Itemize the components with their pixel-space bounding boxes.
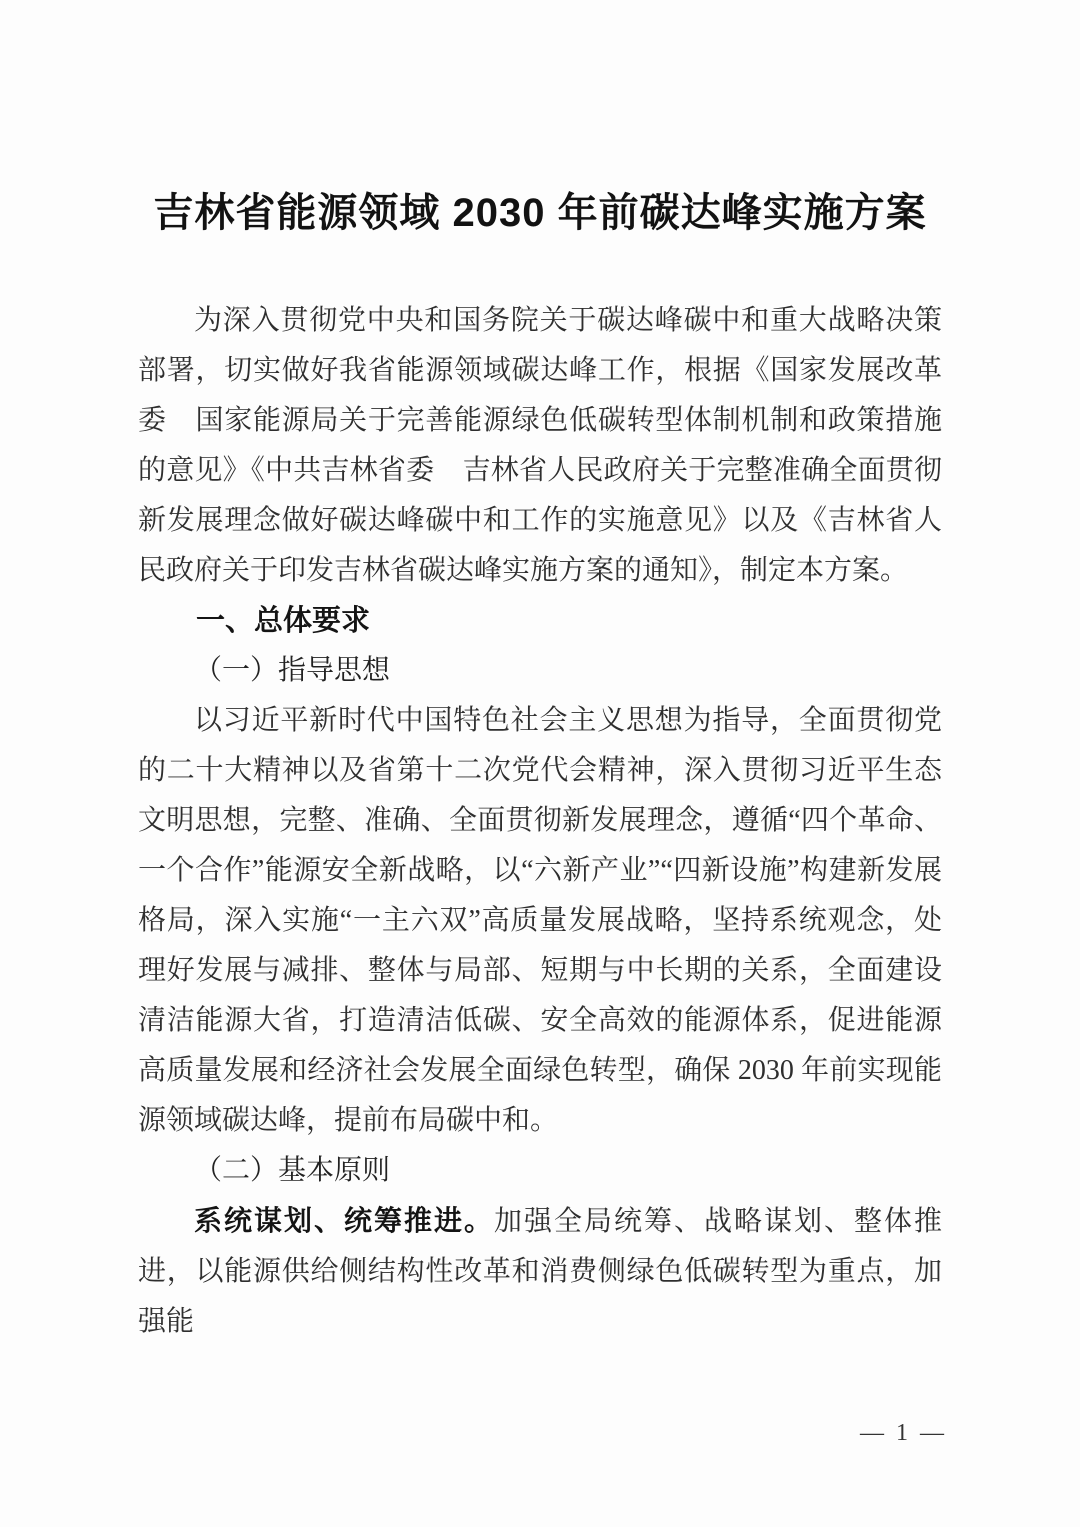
page-number: — 1 — xyxy=(860,1420,947,1446)
document-title: 吉林省能源领域 2030 年前碳达峰实施方案 xyxy=(153,191,927,235)
principle-rest-text: 加强全局统筹、战略谋划、整体推进，以能源供给侧结构性改革和消费侧绿色低碳转型为重点，加强能 xyxy=(138,1206,942,1337)
guiding-ideology-paragraph: 以习近平新时代中国特色社会主义思想为指导，全面贯彻党的二十大精神以及省第十二次党代会精神，深入贯彻习近平生态文明思想，完整、准确、全面贯彻新发展理念，遵循“四个革命、一个合作”能源安全新战略，以“六新产业”“四新设施”构建新发展格局，深入实施“一主六双”高质量发展战略，坚持系统观念，处理好发展与减排、整体与局部、短期与中长期的关系，全面建设清洁能源大省，打造清洁低碳、安全高效的能源体系，促进能源高质量发展和经济社会发展全面绿色转型，确保 2030 年前实现能源领域碳达峰，提前布局碳中和。 xyxy=(138,705,942,1136)
document-body xyxy=(138,296,942,1347)
subsection-heading-basic-principles: （二）基本原则 xyxy=(194,1155,391,1186)
section-heading-overall-requirements: 一、总体要求 xyxy=(196,605,371,637)
principle-lead-text: 系统谋划、统筹推进。 xyxy=(194,1205,494,1236)
subsection-heading-guiding-ideology: （一）指导思想 xyxy=(194,655,391,686)
principle-paragraph xyxy=(138,1196,942,1347)
intro-paragraph: 为深入贯彻党中央和国务院关于碳达峰碳中和重大战略决策部署，切实做好我省能源领域碳达峰工作，根据《国家发展改革委 国家能源局关于完善能源绿色低碳转型体制机制和政策措施的意见》《中共吉林省委 吉林省人民政府关于完整准确全面贯彻新发展理念做好碳达峰碳中和工作的实施意见》以及《吉林省人民政府关于印发吉林省碳达峰实施方案的通知》，制定本方案。 xyxy=(138,305,942,586)
